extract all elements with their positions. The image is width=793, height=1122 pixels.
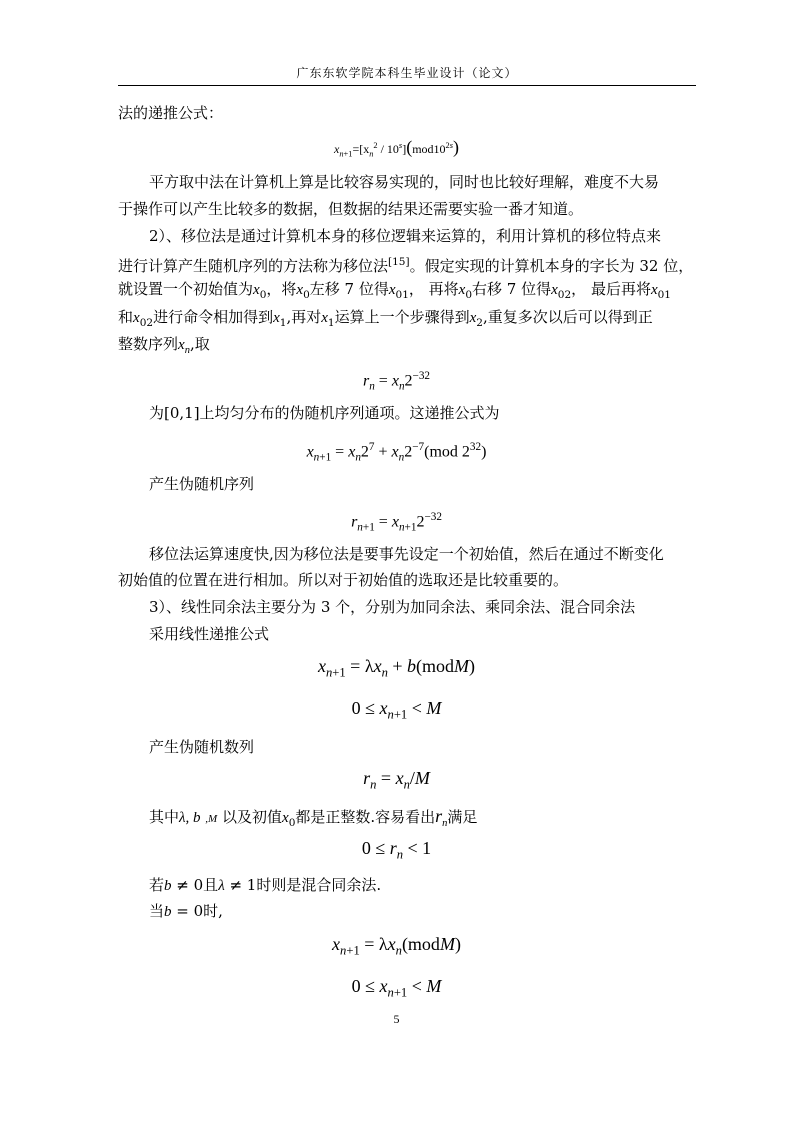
text-run: ，将 (266, 280, 297, 298)
text-run: 其中 (149, 808, 180, 826)
math-var: x (133, 310, 140, 326)
page-header: 广东东软学院本科生毕业设计（论文） (296, 66, 518, 80)
text-run: 时则是混合同余法. (256, 876, 382, 894)
text-run: ,取 (189, 335, 210, 353)
equation-shift-rn: $r_n = x_n2^{-32}$ (362, 370, 431, 393)
text-run: 运算上一个步骤得到 (334, 308, 470, 326)
paragraph-line: 3）、线性同余法主要分为 3 个，分别为加同余法、乘同余法、混合同余法 (149, 598, 636, 616)
equation-lcg: $x_{n+1} = \lambda x_n$ + b(modM) (317, 656, 476, 680)
equation-shift-rn1: $r_{n+1} = x_{n+1}2^{-32}$ (351, 511, 442, 534)
text-run: ， 再将 (408, 280, 459, 298)
paragraph-line: 和$x_{02}$进行命令相加得到$x_1$,再对$x_1$运算上一个步骤得到$x_2$,重复多次以后可以得到正 (118, 308, 653, 329)
math-var: x (388, 282, 396, 298)
equation-mult-range: $0 \le x_{n+1} < M$ (351, 976, 442, 1000)
math-var: b (164, 904, 172, 920)
paragraph-line (118, 252, 693, 276)
math-var: x (273, 310, 280, 326)
paragraph-line: 产生伪随机数列 (149, 738, 255, 756)
math-var: x (469, 310, 477, 326)
equation-lcg-rn: $r_n = x_n/M$ (363, 768, 430, 792)
text-run: 和 (118, 308, 134, 326)
equation-mult-congruential: $x_{n+1}$ = $\lambda x_n(modM)$ (332, 934, 461, 958)
text-run: 整数序列 (118, 335, 179, 353)
text-run: 进行命令相加得到 (153, 308, 274, 326)
text-run: 当 (149, 902, 165, 920)
paragraph-line: 就设置一个初始值为$x_0$，将$x_0$左移 7 位得$x_{01}$， 再将$x_0$右移 7 位得$x_{02}$， 最后再将$x_{01}$ (118, 280, 671, 301)
paragraph-line: 于操作可以产生比较多的数据，但数据的结果还需要实验一番才知道。 (118, 200, 584, 218)
math-var: x (253, 282, 260, 298)
text-run: 以及初值 (222, 808, 283, 826)
paragraph-line: 初始值的位置在进行相加。所以对于初始值的选取还是比较重要的。 (118, 571, 569, 589)
math-var: x (321, 310, 328, 326)
text-run: 且 (203, 876, 219, 894)
header-rule (118, 85, 696, 86)
paragraph-line: 当b = 0时, (149, 902, 223, 920)
page-number: 5 (393, 1012, 400, 1026)
text-run: 若 (149, 876, 165, 894)
math-var: x (650, 282, 658, 298)
math-var: x (296, 282, 304, 298)
paragraph-line: 平方取中法在计算机上算是比较容易实现的，同时也比较好理解，难度不大易 (149, 173, 660, 191)
text-run: 左移 7 位得 (309, 280, 389, 298)
math-var: b (164, 878, 172, 894)
math-var: x (178, 337, 185, 353)
paragraph-line: 为[0,1]上均匀分布的伪随机序列通项。这递推公式为 (149, 404, 500, 422)
paragraph-line: 若b ≠ 0且λ ≠ 1时则是混合同余法. (149, 876, 382, 894)
equation-shift-recurrence: $x_{n+1} = x_n2^7 + x_n2^{-7}(mod$ $2^{32}$) (306, 441, 487, 464)
math-var: λ, b (179, 810, 201, 826)
text-run: 满足 (447, 808, 478, 826)
text-run: 都是正整数.容易看出 (295, 808, 436, 826)
math-var: λ (218, 878, 225, 894)
text-run: ,再对 (286, 308, 322, 326)
math-var: x (458, 282, 466, 298)
text-run: ， 最后再将 (571, 280, 651, 298)
math-var: x (282, 810, 289, 826)
text-run: 。假定实现的计算机本身的字长为 32 位， (409, 257, 694, 275)
math-var: ,M (205, 813, 218, 825)
equation-lcg-range: $0 \le x_{n+1} < M$ (351, 698, 442, 722)
paragraph-line: 法的递推公式： (118, 104, 224, 122)
paragraph-line: 2）、移位法是通过计算机本身的移位逻辑来运算的，利用计算机的移位特点来 (149, 227, 662, 245)
paragraph-line: 整数序列$x_n$,取 (118, 335, 210, 356)
math-var: x (551, 282, 558, 298)
text-run: 就设置一个初始值为 (118, 280, 254, 298)
text-run: ,重复多次以后可以得到正 (482, 308, 653, 326)
equation-rn-range: $0 \le r_n < 1$ (361, 838, 432, 862)
paragraph-line: 其中λ, b ,M 以及初值$x_0$都是正整数.容易看出$r_n$满足 (149, 806, 478, 829)
paragraph-line: 采用线性递推公式 (149, 625, 270, 643)
paragraph-line: 移位法运算速度快,因为移位法是要事先设定一个初始值，然后在通过不断变化 (149, 545, 664, 563)
math-var: r (435, 806, 443, 826)
paragraph-line: 产生伪随机序列 (149, 475, 255, 493)
text-run: 右移 7 位得 (472, 280, 552, 298)
text-run: 时, (203, 902, 223, 920)
citation-ref: [15] (388, 256, 410, 268)
equation-midsquare: $x_{n+1}=[x_n^2 / 10^s](mod10^{2s})$ (334, 137, 459, 159)
text-run: 进行计算产生随机序列的方法称为移位法 (118, 257, 389, 275)
